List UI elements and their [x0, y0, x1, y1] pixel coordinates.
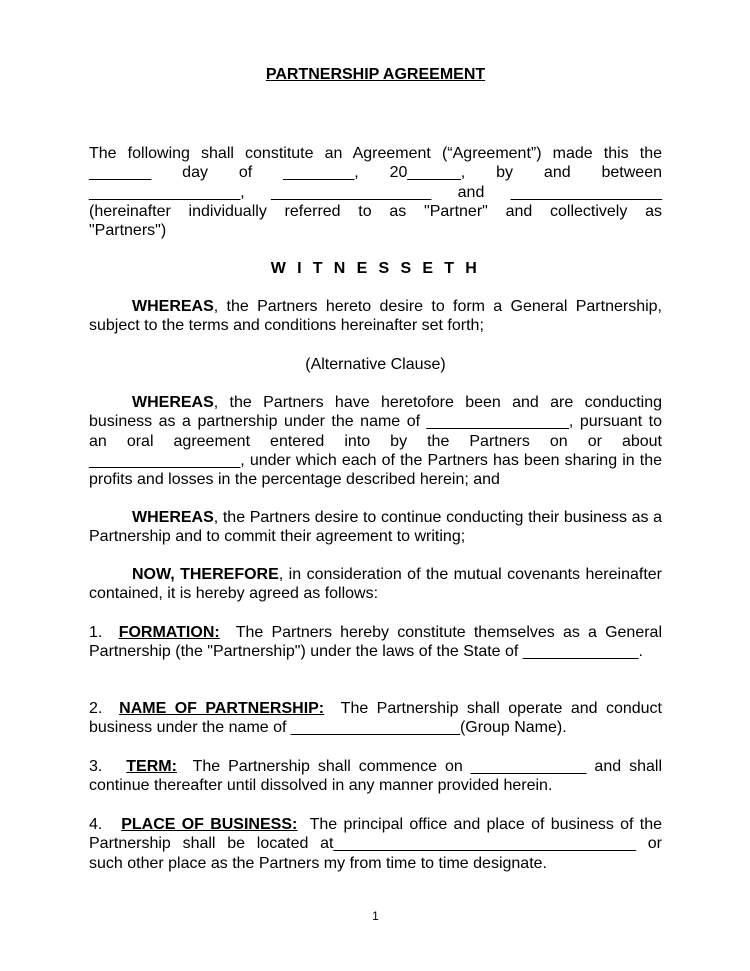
- clause-text: , the Partners hereto desire to form a General Partnership, subject to the terms and conditions hereinafter set forth;: [89, 298, 662, 335]
- section-heading: PLACE OF BUSINESS:: [121, 816, 298, 833]
- section-heading: NAME OF PARTNERSHIP:: [119, 700, 325, 717]
- section-number: 4.: [89, 816, 103, 833]
- whereas-keyword: WHEREAS: [132, 509, 214, 526]
- intro-line-4: (hereinafter individually referred to as "Partner" and collectively as: [89, 202, 662, 220]
- whereas-keyword: WHEREAS: [132, 298, 214, 315]
- whereas-clause-2: [89, 393, 662, 489]
- section-name-of-partnership: [89, 699, 662, 738]
- section-text: The principal office and place of business of the Partnership shall be located at__________________________________ or such other place as the Partners my from time to time designate.: [89, 816, 662, 872]
- witnesseth-heading: W I T N E S S E T H: [270, 260, 481, 277]
- section-text: The Partners hereby constitute themselves as a General Partnership (the "Partnership") under the laws of the State of _____________.: [89, 624, 663, 661]
- page-number: 1: [372, 909, 379, 923]
- whereas-keyword: WHEREAS: [132, 394, 214, 411]
- intro-line-1: The following shall constitute an Agreement (“Agreement”) made this the: [89, 145, 662, 162]
- intro-line-3: _________________, __________________ and _________________: [89, 183, 662, 201]
- whereas-clause-3: [89, 508, 662, 547]
- section-text: The Partnership shall operate and conduct business under the name of ___________________(Group Name).: [89, 700, 663, 737]
- section-place-of-business: [89, 815, 662, 873]
- section-number: 2.: [89, 700, 103, 717]
- clause-text: , in consideration of the mutual covenants hereinafter contained, it is hereby agreed as follows:: [89, 566, 662, 603]
- clause-text: , the Partners have heretofore been and are conducting business as a partnership under the name of ________________, pursuant to an oral agreement entered into by the Partners on or about _________________, under which each of the Partners has been sharing in the profits and losses in the percentage described herein; and: [89, 394, 662, 489]
- section-number: 3.: [89, 758, 103, 775]
- section-number: 1.: [89, 624, 103, 641]
- section-heading: TERM:: [126, 758, 177, 775]
- section-text: The Partnership shall commence on _____________ and shall continue thereafter until dissolved in any manner provided herein.: [89, 758, 662, 795]
- intro-paragraph: [89, 144, 662, 240]
- intro-line-5: "Partners"): [89, 222, 167, 240]
- document-title: PARTNERSHIP AGREEMENT: [265, 66, 486, 83]
- now-therefore-keyword: NOW, THEREFORE: [132, 566, 279, 583]
- section-heading: FORMATION:: [118, 624, 220, 641]
- section-formation: [89, 623, 662, 662]
- clause-text: , the Partners desire to continue conducting their business as a Partnership and to commit their agreement to writing;: [89, 509, 662, 546]
- now-therefore-clause: [89, 565, 662, 604]
- section-term: [89, 757, 662, 796]
- alternative-clause-label: (Alternative Clause): [305, 356, 446, 373]
- whereas-clause-1: [89, 297, 662, 336]
- intro-line-2: _______ day of ________, 20______, by and between: [89, 164, 662, 182]
